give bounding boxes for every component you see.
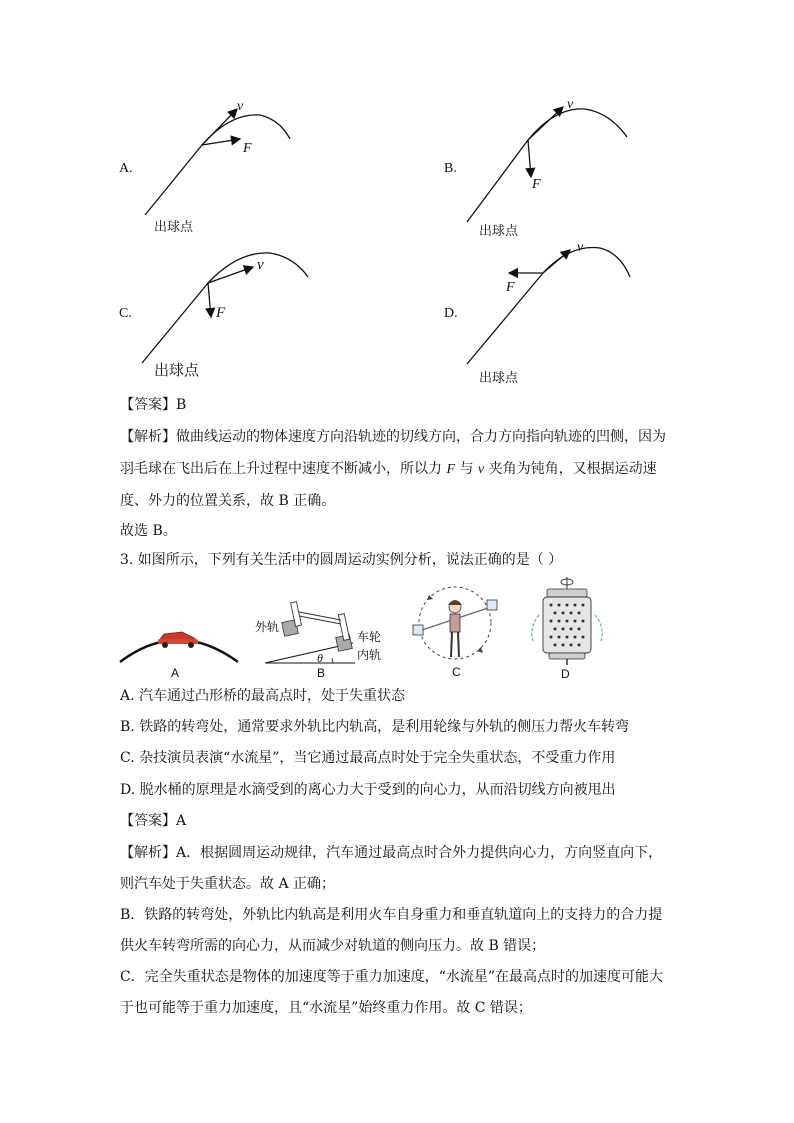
q3-figure-b-label: B [317,666,326,680]
force-label-d: F [506,280,515,295]
launch-point-label-a: 出球点 [154,220,194,235]
q3-analysis-line-2: 则汽车处于失重状态。故 A 正确； [120,876,336,892]
answer-tag: 【答案】 [120,812,176,828]
option-c-letter: C. [119,306,132,321]
analysis-text: 度、外力的位置关系，故 B 正确。 [120,493,336,509]
car-icon [158,632,198,648]
spin-dryer-diagram [525,575,610,682]
launch-point-label-d: 出球点 [479,371,519,386]
q2-conclusion: 故选 B。 [120,523,177,539]
analysis-text: A．根据圆周运动规律，汽车通过最高点时合外力提供向心力，方向竖直向下， [176,845,663,861]
q3-figure-b [255,600,385,682]
q2-answer-line [120,394,186,415]
answer-value: B [176,397,187,413]
q3-analysis-line-1 [120,842,662,863]
wheel-label: 车轮 [357,630,382,644]
option-a-letter: A. [119,161,133,176]
inner-rail-label: 内轨 [357,648,382,662]
q3-figure-c-label: C [452,665,461,679]
q3-option-b: B. 铁路的转弯处，通常要求外轨比内轨高，是利用轮缘与外轨的侧压力帮火车转弯 [120,719,630,735]
q3-analysis-line-5: C．完全失重状态是物体的加速度等于重力加速度，“水流星”在最高点时的加速度可能大 [120,969,664,985]
velocity-label-d: v [577,240,584,255]
force-symbol: F [446,462,456,477]
outer-rail-label: 外轨 [255,620,280,634]
analysis-text: 与 [455,461,478,477]
velocity-label-b: v [567,97,574,112]
analysis-tag: 【解析】 [120,844,176,860]
option-b-letter: B. [444,161,457,176]
q3-figure-a [118,620,243,682]
analysis-tag: 【解析】 [120,428,176,444]
launch-point-label-b: 出球点 [479,224,519,239]
answer-value: A [176,813,187,829]
q3-stem: 3. 如图所示，下列有关生活中的圆周运动实例分析，说法正确的是（ ） [120,552,563,568]
analysis-text: 羽毛球在飞出后在上升过程中速度不断减小，所以力 [120,461,447,477]
convex-bridge-diagram [118,620,243,682]
answer-tag: 【答案】 [120,396,176,412]
option-d-figure [455,240,655,390]
velocity-label-c: v [257,257,264,273]
q3-option-a: A. 汽车通过凸形桥的最高点时，处于失重状态 [120,688,406,704]
q3-analysis-line-6: 于也可能等于重力加速度，且“水流星”始终重力作用。故 C 错误； [120,1000,532,1016]
force-label-a: F [243,141,252,156]
velocity-label-a: v [237,99,244,114]
force-label-b: F [532,177,541,192]
q3-analysis-line-4: 供火车转弯所需的向心力，从而减少对轨道的侧向压力。故 B 错误； [120,938,546,954]
option-a-figure [110,95,310,245]
analysis-text: 做曲线运动的物体速度方向沿轨迹的切线方向，合力方向指向轨迹的凹侧，因为 [176,429,666,445]
option-d-letter: D. [444,306,458,321]
trajectory-diagram-a [110,95,310,245]
velocity-symbol: v [477,462,485,477]
launch-point-label-c: 出球点 [154,361,200,379]
analysis-text: 夹角为钝角，又根据运动速 [484,461,657,477]
force-label-c: F [216,305,226,321]
q2-analysis-line-2 [120,459,657,480]
q3-analysis-line-3: B．铁路的转弯处，外轨比内轨高是利用火车自身重力和垂直轨道向上的支持力的合力提 [120,907,663,923]
q3-option-d: D. 脱水桶的原理是水滴受到的离心力大于受到的向心力，从而沿切线方向被甩出 [120,782,616,798]
q3-answer-line [120,810,186,831]
option-c-figure [130,245,330,385]
theta-label: θ [317,651,323,665]
q3-figure-a-label: A [171,666,180,680]
q3-option-c: C. 杂技演员表演“水流星”，当它通过最高点时处于完全失重状态，不受重力作用 [120,750,616,766]
q2-analysis-line-3 [120,491,335,511]
q3-figure-c [405,585,505,682]
q2-analysis-line-1 [120,426,666,447]
q3-figure-d-label: D [561,667,570,681]
option-b-figure [455,95,655,245]
q3-figure-d [525,575,610,682]
